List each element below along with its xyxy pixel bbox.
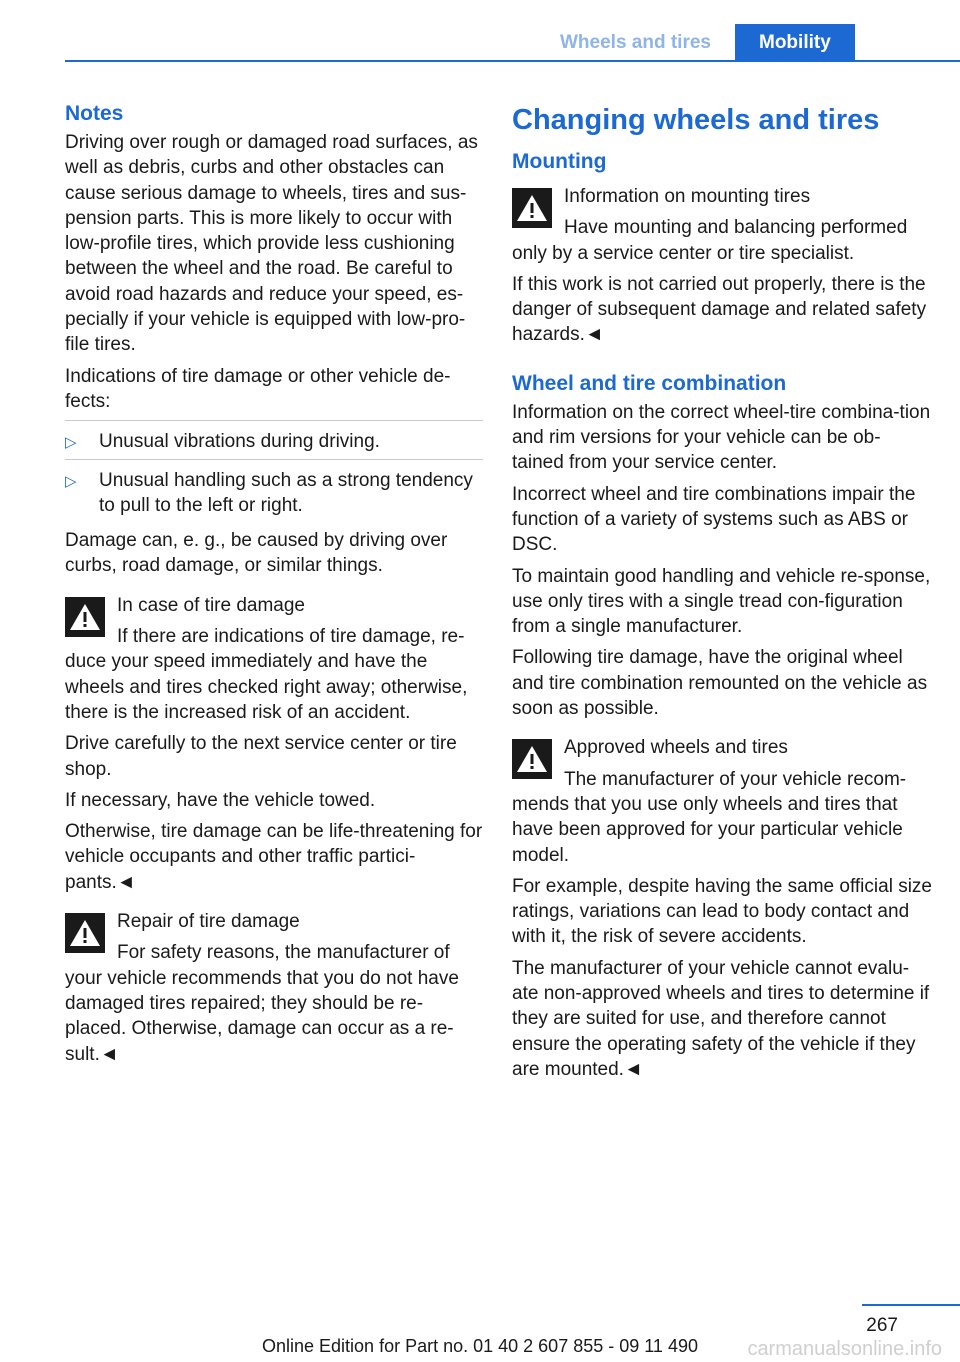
warning-triangle-icon: [512, 739, 552, 779]
notes-paragraph-2: Indications of tire damage or other vehicle de-fects:: [65, 365, 451, 412]
warning-body: your vehicle recommends that you do not have damaged tires repaired; they should be re-placed. Otherwise, damage can occur as a re-sult.◄: [65, 967, 459, 1065]
notes-paragraph-6: Otherwise, tire damage can be life-threatening for vehicle occupants and other traffic partici-pants.◄: [65, 821, 483, 893]
list-item-text: Unusual handling such as a strong tendency to pull to the left or right.: [99, 469, 473, 516]
combination-paragraph-5: For example, despite having the same official size ratings, variations can lead to body contact and with it, the risk of severe accidents.: [512, 875, 932, 948]
mounting-paragraph: If this work is not carried out properly, there is the danger of subsequent damage and related safety hazards.◄: [512, 273, 927, 346]
warning-approved-wheels: [512, 735, 932, 867]
footer-rule: [862, 1304, 960, 1306]
page-number: 267: [866, 1315, 898, 1336]
combination-paragraph-4: Following tire damage, have the original wheel and tire combination remounted on the vehicle as soon as possible.: [512, 647, 928, 720]
damage-indications-list: [65, 420, 483, 522]
header-section-label: Wheels and tires: [560, 32, 711, 53]
warning-tire-repair: [65, 909, 483, 1067]
warning-title: In case of tire damage: [117, 594, 305, 616]
combination-heading: Wheel and tire combination: [512, 371, 787, 395]
warning-triangle-icon: [65, 597, 105, 637]
bullet-triangle-icon: ▷: [65, 434, 77, 452]
combination-paragraph-3: To maintain good handling and vehicle re-sponse, use only tires with a single tread con-figuration from a single manufacturer.: [512, 565, 931, 638]
notes-paragraph-3: Damage can, e. g., be caused by driving over curbs, road damage, or similar things.: [65, 530, 448, 577]
warning-title: Information on mounting tires: [564, 186, 811, 207]
combination-paragraph-1: Information on the correct wheel-tire combina-tion and rim versions for your vehicle can be ob-tained from your service center.: [512, 401, 931, 474]
header-chapter-tab[interactable]: Mobility: [735, 24, 855, 62]
warning-title: Repair of tire damage: [117, 911, 300, 933]
warning-title: Approved wheels and tires: [564, 737, 788, 759]
header-rule: [65, 60, 960, 62]
warning-body: only by a service center or tire specialist.: [512, 242, 855, 264]
list-item-text: Unusual vibrations during driving.: [99, 431, 380, 453]
warning-mounting: [512, 184, 932, 266]
warning-first-line: The manufacturer of your vehicle recom-: [564, 768, 907, 790]
combination-paragraph-2: Incorrect wheel and tire combinations impair the function of a variety of systems such as ABS or DSC.: [512, 483, 916, 556]
warning-first-line: If there are indications of tire damage, re-: [117, 626, 465, 648]
warning-triangle-icon: [512, 188, 552, 228]
warning-tire-damage: [65, 593, 483, 725]
combination-paragraph-6: The manufacturer of your vehicle cannot evalu-ate non-approved wheels and tires to determine if they are suited for use, and therefore cannot ensure the operating safety of the vehicle if they are mounted.◄: [512, 957, 930, 1080]
watermark-text: carmanualsonline.info: [747, 1338, 942, 1360]
warning-triangle-icon: [65, 913, 105, 953]
mounting-heading: Mounting: [512, 150, 607, 173]
warning-first-line: For safety reasons, the manufacturer of: [117, 942, 450, 964]
notes-heading: Notes: [65, 102, 124, 125]
left-column: [65, 100, 483, 1073]
warning-first-line: Have mounting and balancing performed: [564, 217, 908, 239]
edition-text: Online Edition for Part no. 01 40 2 607 855 - 09 11 490: [262, 1336, 698, 1356]
list-item: [65, 459, 483, 523]
section-title: Changing wheels and tires: [512, 104, 880, 136]
warning-body: mends that you use only wheels and tires that have been approved for your particular vehicle model.: [512, 793, 903, 866]
warning-body: duce your speed immediately and have the wheels and tires checked right away; otherwise, there is the increased risk of an accident.: [65, 651, 468, 723]
right-column: [512, 100, 932, 1088]
bullet-triangle-icon: ▷: [65, 472, 77, 490]
notes-paragraph-1: Driving over rough or damaged road surfaces, as well as debris, curbs and other obstacles can cause serious damage to wheels, tires and sus-pension parts. This is more likely to occur with low-profile tires, which provide less cushioning between the wheel and the road. Be careful to avoid road hazards and reduce your speed, es-pecially if your vehicle is equipped with low-pro-file tires.: [65, 132, 478, 356]
list-item: [65, 420, 483, 458]
notes-paragraph-5: If necessary, have the vehicle towed.: [65, 789, 376, 811]
notes-paragraph-4: Drive carefully to the next service center or tire shop.: [65, 733, 457, 780]
